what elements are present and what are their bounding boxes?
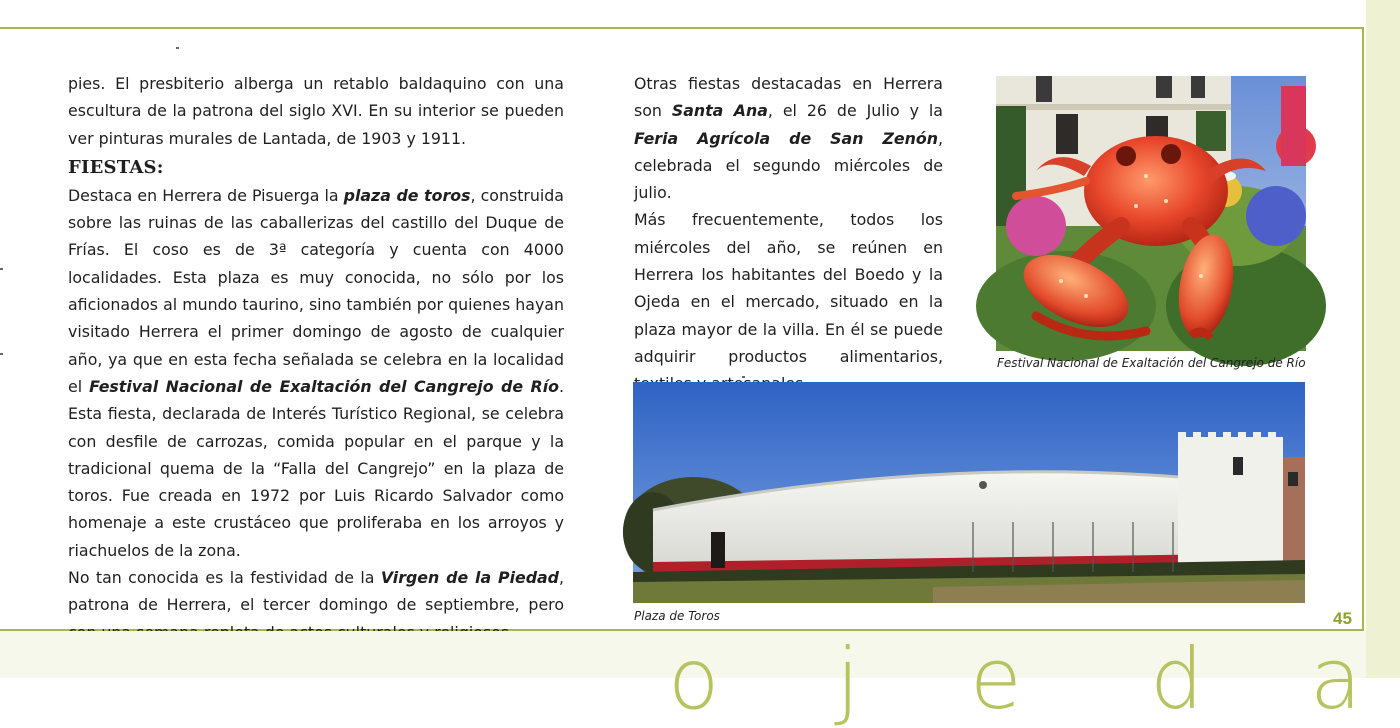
- text-run: , el 26 de Julio y la: [767, 101, 943, 121]
- intro-paragraph: pies. El presbiterio alberga un retablo baldaquino con una escultura de la patrona del siglo XVI. En su interior se pueden ver pinturas murales de Lantada, de 1903 y 1911.: [68, 74, 564, 148]
- left-text-column: [68, 70, 564, 646]
- emphasis-feria-agricola: Feria Agrícola de San Zenón: [634, 128, 938, 148]
- decorative-word-ojeda: [0, 630, 1366, 728]
- crab-festival-illustration: [996, 76, 1306, 351]
- text-run: No tan conocida es la festividad de la: [68, 568, 381, 588]
- other-festivals-paragraph: [634, 70, 943, 206]
- emphasis-virgen-de-la-piedad: Virgen de la Piedad: [380, 568, 559, 588]
- frame-line-top: [0, 27, 1364, 29]
- page-number: 45: [1333, 609, 1352, 628]
- deco-letter: j: [836, 630, 860, 728]
- text-run: Otras fiestas destacadas en Herrera son: [634, 74, 943, 121]
- text-run: , construida sobre las ruinas de las caballerizas del castillo del Duque de Frías. El coso es de 3ª categoría y cuenta con 4000 localidades. Esta plaza es muy conocida, no sólo por los aficionados al mundo taurino, sino también por quienes hayan visitado Herrera el primer domingo de agosto de cualquier año, ya que en esta fecha señalada se celebra en la localidad el: [68, 185, 564, 396]
- deco-letter: e: [970, 630, 1022, 728]
- page-edge-strip: [1366, 0, 1400, 678]
- text-run: . Esta fiesta, declarada de Interés Turístico Regional, se celebra con desfile de carrozas, comida popular en el parque y la tradicional quema de la “Falla del Cangrejo” en la plaza de toros. Fue creada en 1972 por Luis Ricardo Salvador como homenaje a este crustáceo que proliferaba en los arroyos y riachuelos de la zona.: [68, 376, 564, 560]
- frame-line-right: [1362, 27, 1364, 631]
- print-speck: [0, 353, 3, 355]
- crab-festival-photo: [996, 76, 1306, 351]
- deco-letter: a: [1310, 630, 1362, 728]
- print-speck: [0, 268, 3, 270]
- emphasis-santa-ana: Santa Ana: [671, 101, 768, 121]
- bullring-illustration: [633, 382, 1305, 603]
- emphasis-festival-name: Festival Nacional de Exaltación del Cangrejo de Río: [89, 376, 559, 396]
- deco-letter: o: [668, 630, 720, 728]
- bullring-photo-caption: Plaza de Toros: [634, 609, 720, 623]
- crab-photo-caption: Festival Nacional de Exaltación del Cangrejo de Río: [997, 356, 1306, 370]
- middle-text-column: [634, 70, 943, 398]
- bullring-photo: [633, 382, 1305, 603]
- deco-letter: d: [1150, 630, 1204, 728]
- bullring-paragraph: [68, 182, 564, 564]
- footer-band: [0, 630, 1366, 728]
- emphasis-plaza-de-toros: plaza de toros: [343, 185, 471, 205]
- text-run: , celebrada el segundo miércoles de julio.: [634, 128, 943, 203]
- text-run: Destaca en Herrera de Pisuerga la: [68, 185, 344, 205]
- print-speck: [176, 47, 179, 49]
- text-run: , patrona de Herrera, el tercer domingo de septiembre, pero: [68, 568, 565, 615]
- market-paragraph: Más frecuentemente, todos los miércoles del año, se reúnen en Herrera los habitantes del Boedo y la Ojeda en el mercado, situado en la plaza mayor de la villa. En él se puede adquirir productos alimentarios,: [634, 210, 943, 366]
- section-heading-fiestas: FIESTAS:: [68, 156, 164, 178]
